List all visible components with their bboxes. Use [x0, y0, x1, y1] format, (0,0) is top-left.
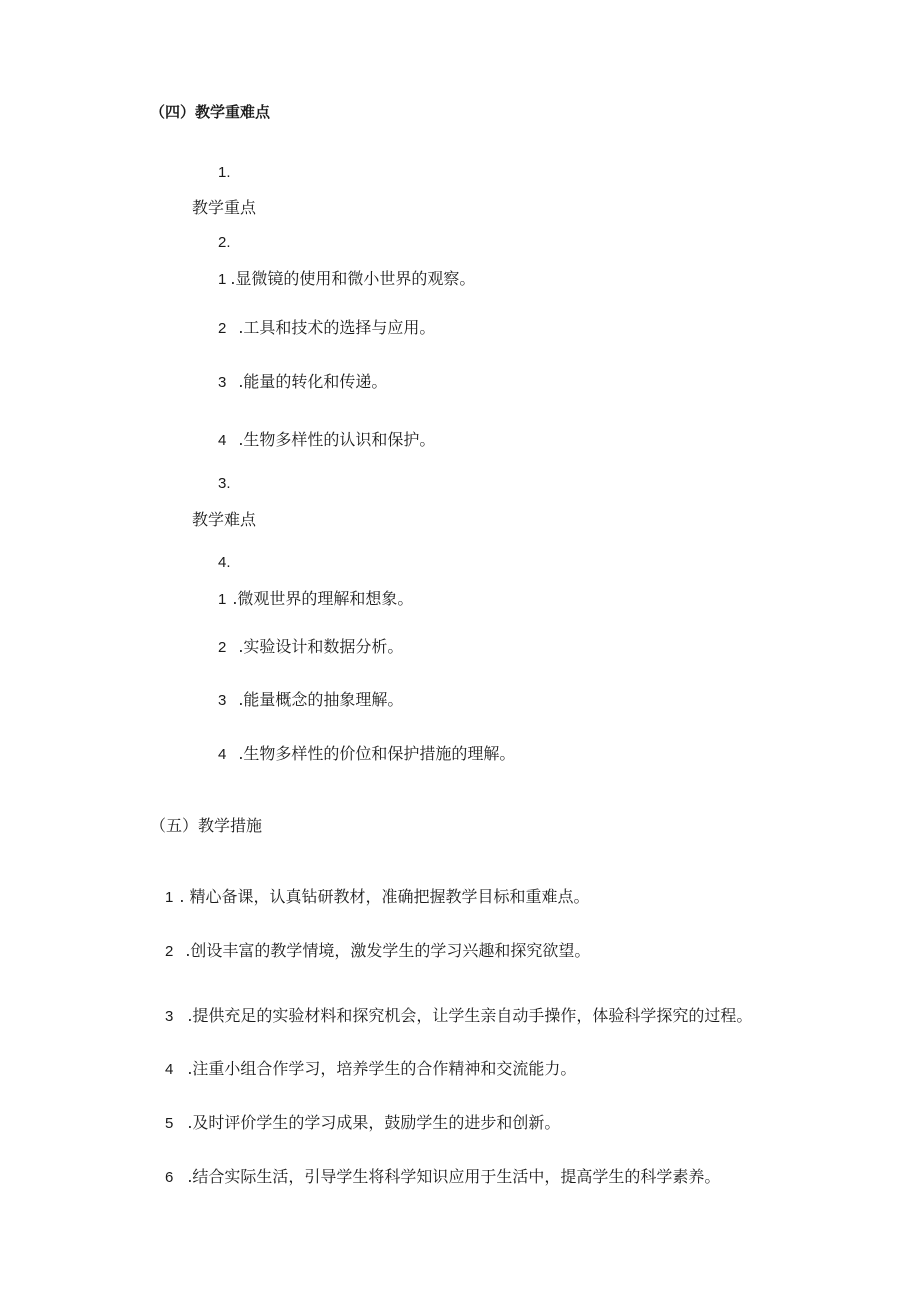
focus-item-3-number: 3: [218, 374, 227, 391]
list-marker-1: 1.: [218, 164, 231, 181]
section-4-heading: （四）教学重难点: [150, 103, 271, 121]
measure-item-3-number: 3: [165, 1008, 174, 1025]
difficulty-item-1-number: 1: [218, 591, 227, 608]
list-marker-2: 2.: [218, 234, 231, 251]
measure-item-6-text: .结合实际生活，引导学生将科学知识应用于生活中，提高学生的科学素养。: [187, 1167, 721, 1186]
difficulty-item-4-text: .生物多样性的价位和保护措施的理解。: [238, 744, 516, 763]
difficulty-item-2-number: 2: [218, 639, 227, 656]
difficulty-item-3-number: 3: [218, 692, 227, 709]
difficulty-item-3: [218, 690, 403, 711]
list-marker-3: 3.: [218, 475, 231, 492]
focus-item-1: [218, 269, 475, 290]
measure-item-1-number: 1: [165, 889, 174, 906]
measure-item-3-text: .提供充足的实验材料和探究机会，让学生亲自动手操作，体验科学探究的过程。: [187, 1006, 753, 1025]
list-marker-4: 4.: [218, 554, 231, 571]
measure-item-5-number: 5: [165, 1115, 174, 1132]
focus-item-2: [218, 318, 435, 339]
measure-item-3: [165, 1006, 752, 1027]
measure-item-6: [165, 1167, 720, 1188]
focus-item-4-number: 4: [218, 432, 227, 449]
measure-item-4-text: .注重小组合作学习，培养学生的合作精神和交流能力。: [187, 1059, 577, 1078]
measure-item-2-text: .创设丰富的教学情境，激发学生的学习兴趣和探究欲望。: [185, 941, 591, 960]
difficulty-item-4: [218, 744, 515, 765]
focus-item-2-text: .工具和技术的选择与应用。: [238, 318, 436, 337]
focus-item-4: [218, 430, 435, 451]
difficulty-title: 教学难点: [192, 510, 257, 529]
measure-item-2: [165, 941, 590, 962]
measure-item-1-text: . 精心备课，认真钻研教材，准确把握教学目标和重难点。: [179, 887, 590, 906]
focus-item-1-number: 1: [218, 271, 227, 288]
difficulty-item-1-text: .微观世界的理解和想象。: [232, 589, 414, 608]
measure-item-2-number: 2: [165, 943, 174, 960]
difficulty-item-1: [218, 589, 413, 610]
measure-item-6-number: 6: [165, 1169, 174, 1186]
difficulty-item-3-text: .能量概念的抽象理解。: [238, 690, 404, 709]
focus-item-1-text: .显微镜的使用和微小世界的观察。: [230, 269, 476, 288]
difficulty-item-4-number: 4: [218, 746, 227, 763]
measure-item-5-text: .及时评价学生的学习成果，鼓励学生的进步和创新。: [187, 1113, 561, 1132]
difficulty-item-2-text: .实验设计和数据分析。: [238, 637, 404, 656]
focus-item-4-text: .生物多样性的认识和保护。: [238, 430, 436, 449]
focus-item-2-number: 2: [218, 320, 227, 337]
section-5-heading: （五）教学措施: [150, 816, 263, 835]
difficulty-item-2: [218, 637, 403, 658]
measure-item-4: [165, 1059, 576, 1080]
focus-title: 教学重点: [192, 198, 257, 217]
focus-item-3-text: .能量的转化和传递。: [238, 372, 388, 391]
focus-item-3: [218, 372, 387, 393]
measure-item-1: [165, 887, 590, 908]
measure-item-5: [165, 1113, 560, 1134]
measure-item-4-number: 4: [165, 1061, 174, 1078]
